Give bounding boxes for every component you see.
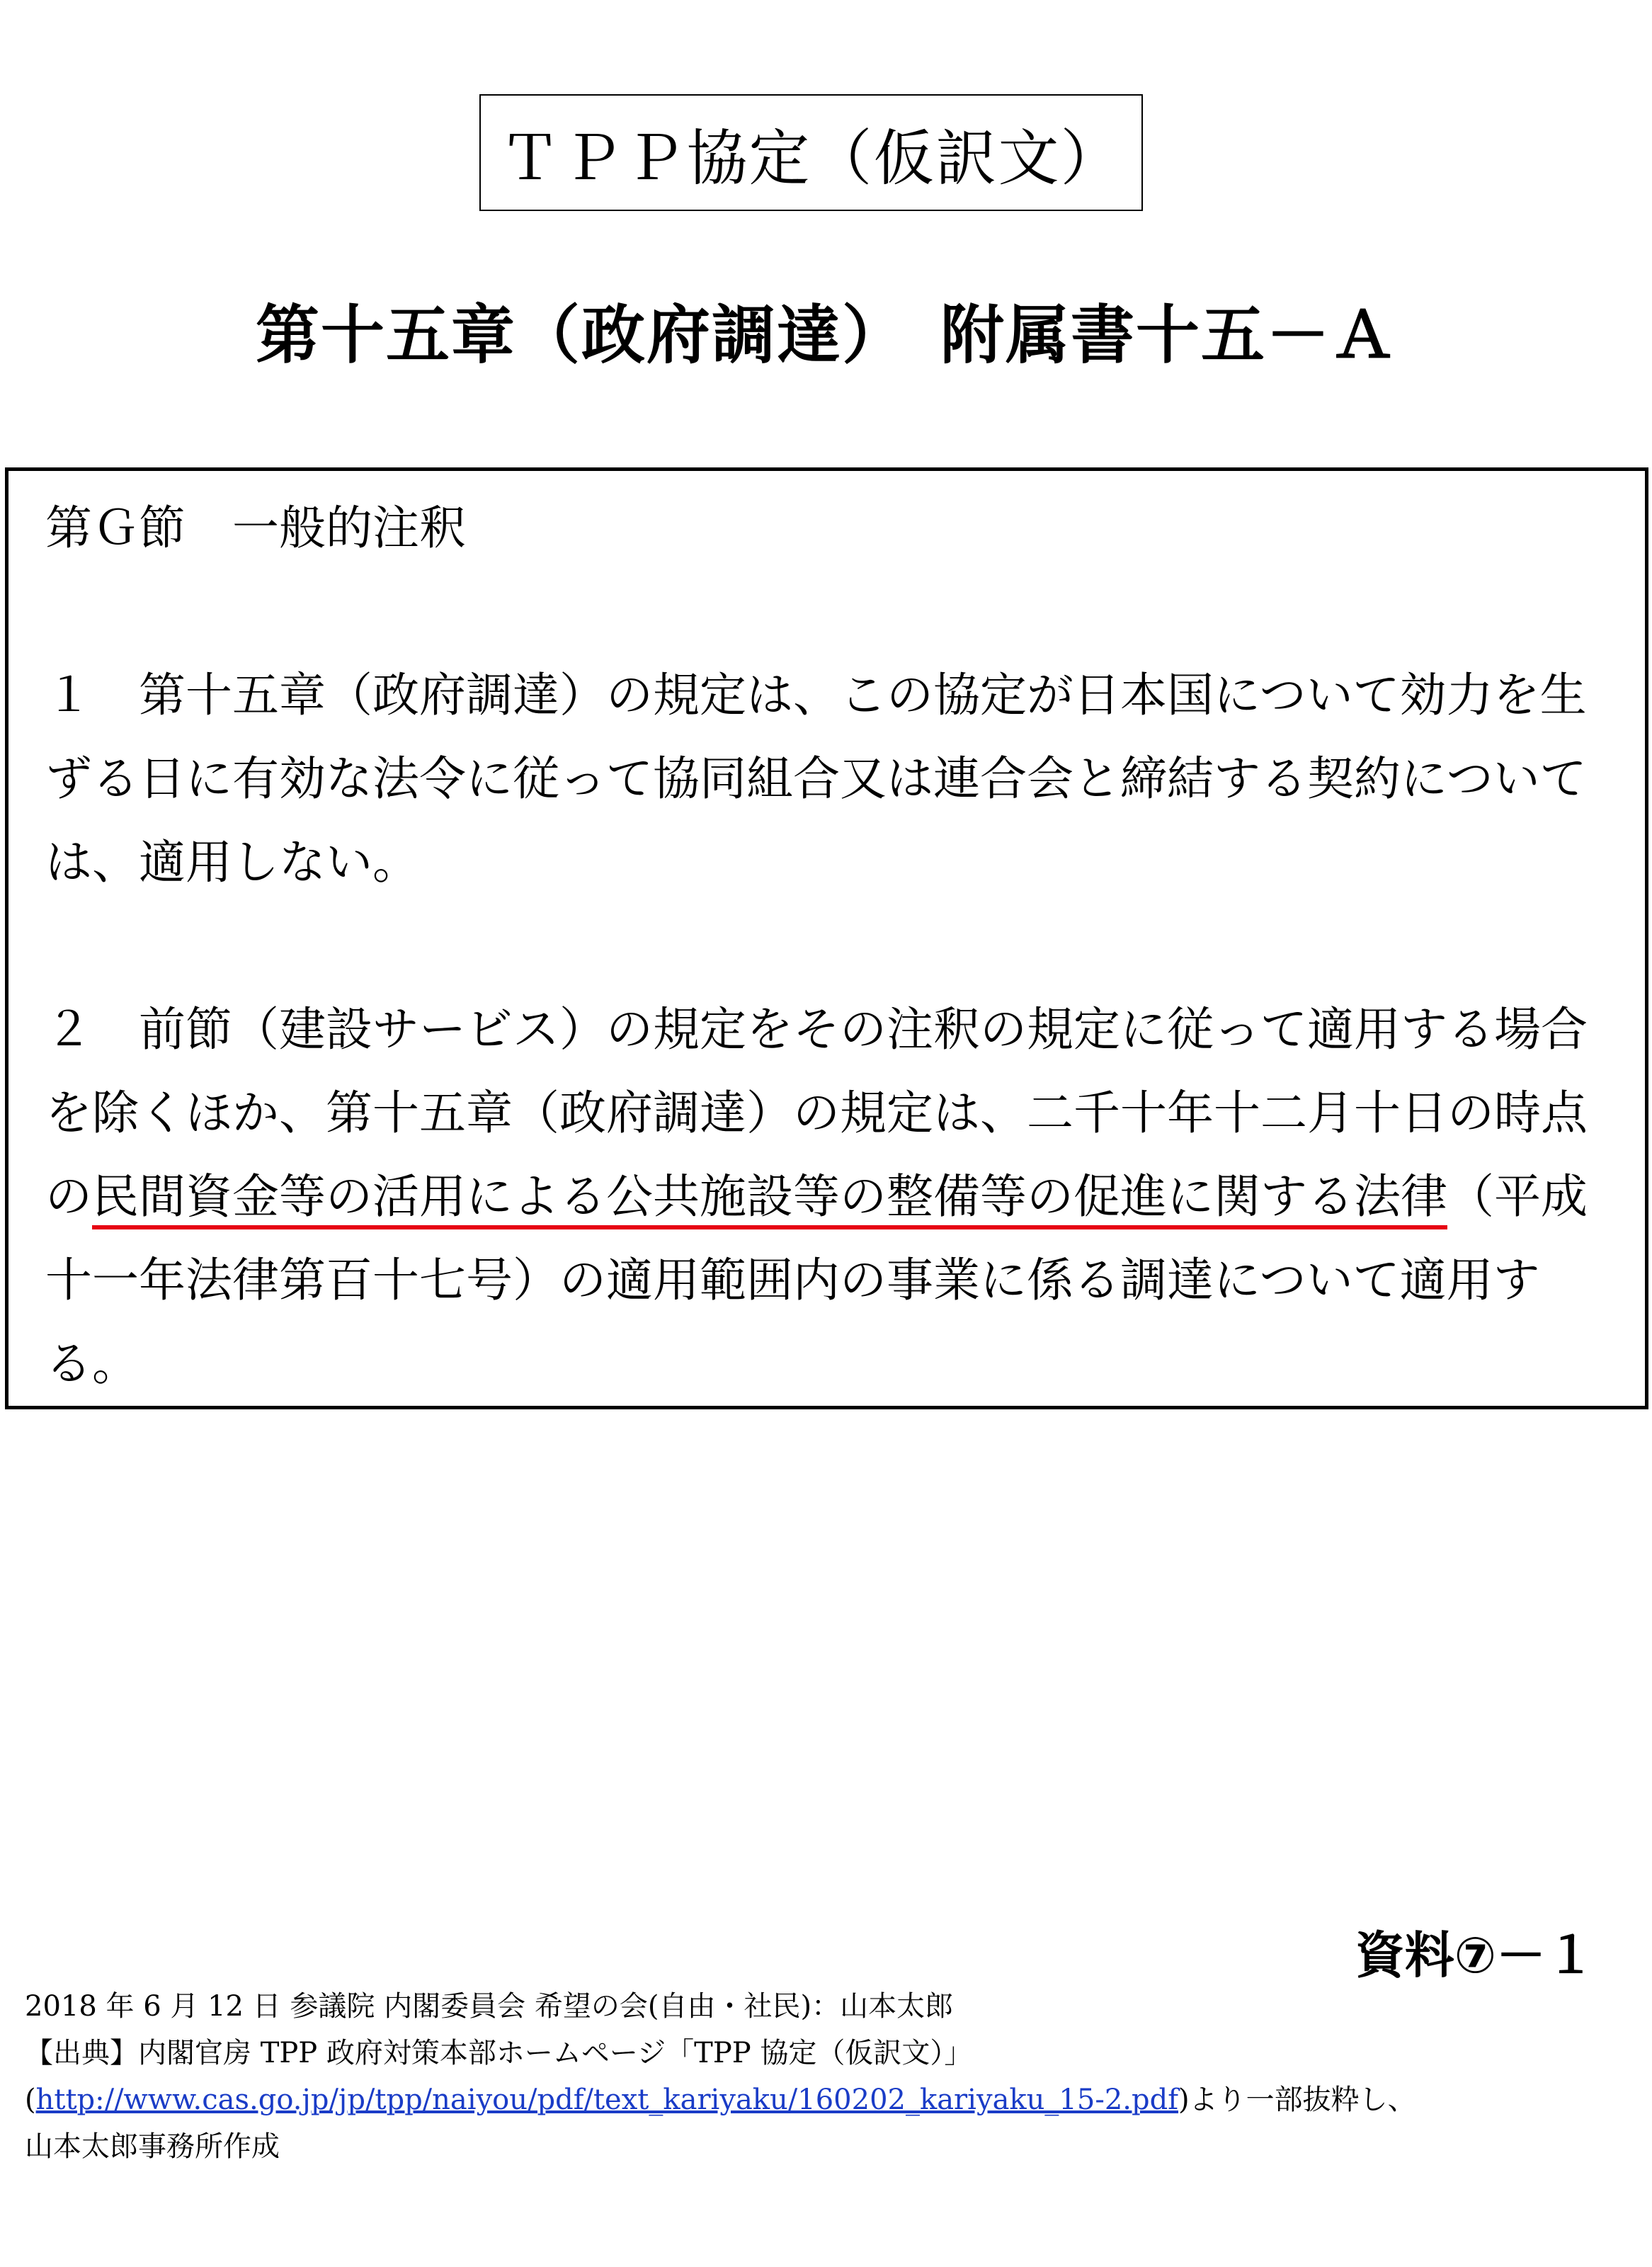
link-open-paren: ( xyxy=(25,2084,36,2116)
document-title: ＴＰＰ協定（仮訳文） xyxy=(499,123,1123,194)
source-footer xyxy=(25,1983,1618,2170)
paragraph-1: １ 第十五章（政府調達）の規定は、この協定が日本国について効力を生ずる日に有効な法令に従って協同組合又は連合会と締結する契約については、適用しない。 xyxy=(45,668,1587,890)
paragraph-2-intro: ２ 前節（建設サービス）の規定をその注釈の規定に従って適用する場合を除くほか、第十五章（政府調達）の規定は、二千十年十二月十日の時点の xyxy=(45,1002,1588,1224)
annex-text-box xyxy=(5,467,1648,1409)
footer-source-line: 【出典】内閣官房 TPP 政府対策本部ホームページ「TPP 協定（仮訳文）」 xyxy=(25,2037,973,2069)
document-label: 資料⑦－１ xyxy=(1355,1926,1595,1984)
section-title: 第Ｇ節 一般的注釈 xyxy=(45,501,466,555)
chapter-heading: 第十五章（政府調達） 附属書十五－Ａ xyxy=(256,297,1396,373)
footer-link-line xyxy=(25,2076,1618,2123)
document-title-box xyxy=(479,94,1143,211)
highlighted-law-name: 民間資金等の活用による公共施設等の整備等の促進に関する法律 xyxy=(92,1169,1447,1224)
paragraph-2 xyxy=(45,988,1617,1406)
footer-date-line: 2018 年 6 月 12 日 参議院 内閣委員会 希望の会(自由・社民)：山本太郎 xyxy=(25,1990,954,2023)
link-close-text: )より一部抜粋し、 xyxy=(1178,2084,1416,2116)
paragraph-2-rest: （平成十一年法律第百十七号）の適用範囲内の事業に係る調達について適用する。 xyxy=(45,1169,1588,1391)
footer-author-line: 山本太郎事務所作成 xyxy=(25,2130,280,2163)
source-link[interactable]: http://www.cas.go.jp/jp/tpp/naiyou/pdf/text_kariyaku/160202_kariyaku_15-2.pdf xyxy=(35,2084,1179,2116)
